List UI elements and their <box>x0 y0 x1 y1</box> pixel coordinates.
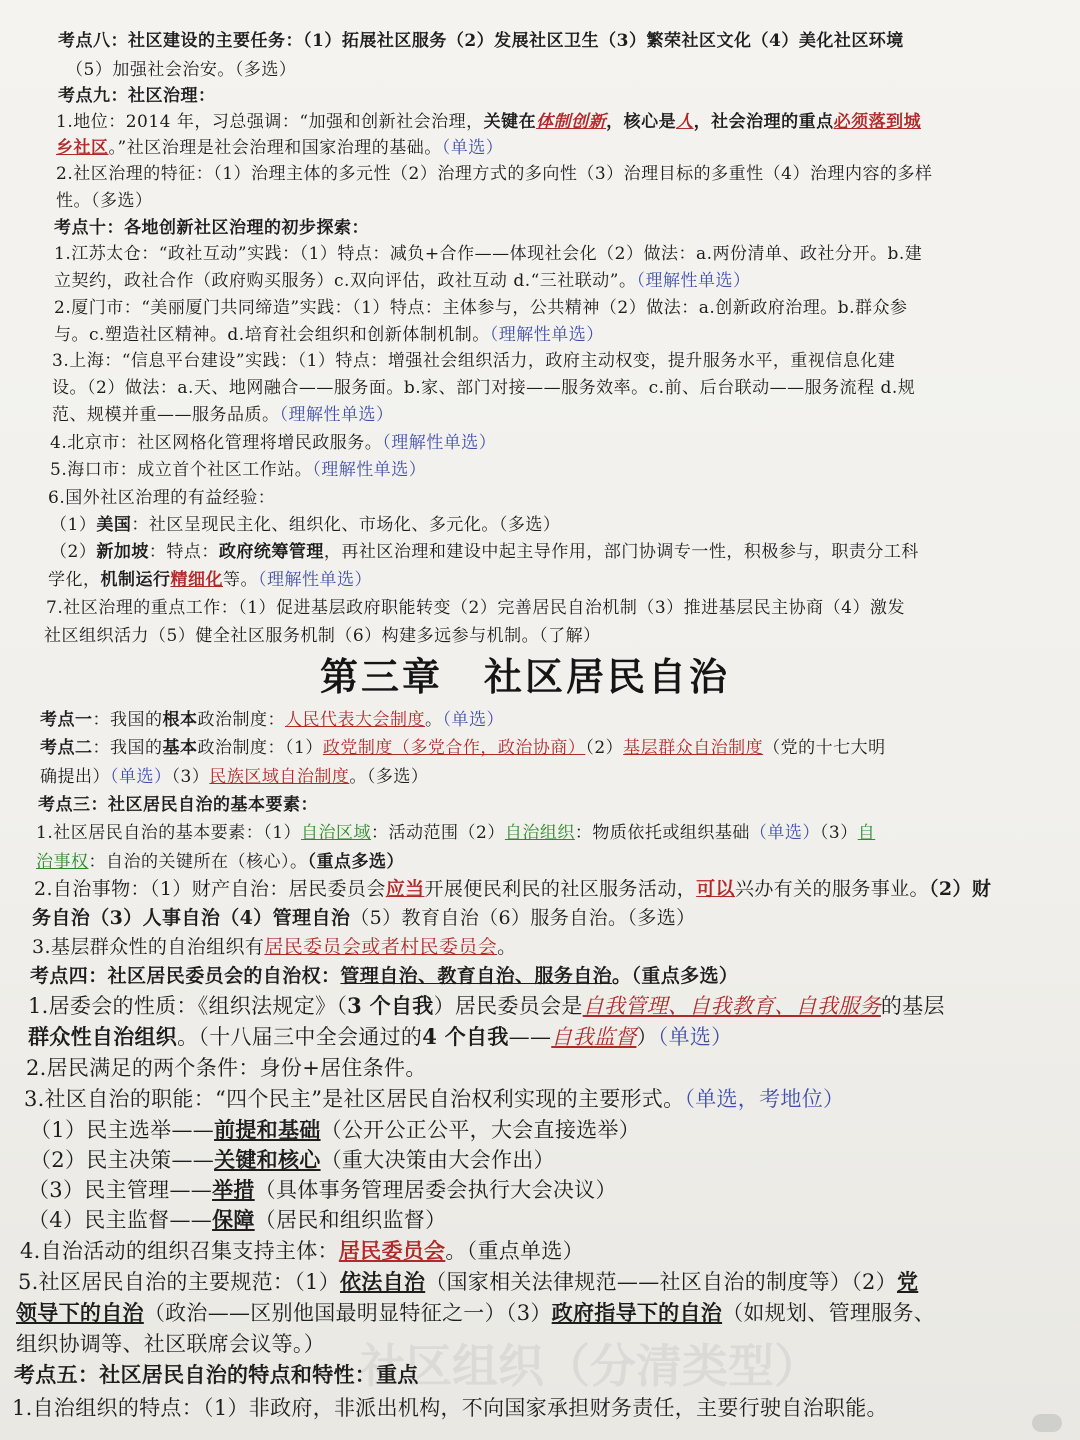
text-run: 5.海口市：成立首个社区工作站。 <box>50 460 313 480</box>
text-run: （5）教育自治（6）服务自治。（多选） <box>350 907 696 929</box>
highlight-text: 保障 <box>212 1207 255 1232</box>
watermark-badge <box>1032 1414 1062 1432</box>
text-run: 4.北京市：社区网格化管理将增民政服务。 <box>50 433 383 453</box>
highlight-text: 居民委员会 <box>338 1238 446 1263</box>
annotation-note: （单选） <box>442 710 504 730</box>
text-run: （2） <box>585 738 624 758</box>
text-run: （公开公正公平，大会直接选举） <box>320 1118 641 1142</box>
text-line <box>44 621 601 646</box>
text-line <box>12 1392 888 1422</box>
text-run: —— <box>508 1025 552 1049</box>
text-run: （党的十七大明 <box>763 738 886 758</box>
text-line <box>32 932 517 959</box>
highlight-text: 基层群众自治制度 <box>623 738 764 758</box>
text-run: 。（多选） <box>349 767 429 787</box>
text-run: （5）加强社会治安。（多选） <box>66 60 297 80</box>
annotation-note: （单选） <box>749 823 820 843</box>
annotation-note: （单选） <box>441 138 504 158</box>
text-run: 性。（多选） <box>56 191 153 211</box>
text-run: （1）民主选举—— <box>30 1118 215 1142</box>
highlight-text: 关键和核心 <box>214 1147 321 1172</box>
text-line <box>28 1174 617 1204</box>
text-run: 考点三：社区居民自治的基本要素： <box>38 795 318 815</box>
text-run: 3.基层群众性的自治组织有 <box>32 936 265 958</box>
text-run: 群众性自治组织 <box>28 1024 178 1049</box>
text-line <box>30 1144 555 1174</box>
text-run: 1.居委会的性质：《组织法规定》（ <box>28 994 348 1018</box>
text-line <box>52 373 915 398</box>
text-line <box>30 1114 640 1144</box>
text-run: 考点九：社区治理： <box>58 86 216 106</box>
text-run: ：社区呈现民主化、组织化、市场化、多元化。（多选） <box>131 515 561 535</box>
annotation-note: （理解性单选） <box>382 433 497 453</box>
text-run: 与。c.塑造社区精神。d.培育社会组织和创新体制机制。 <box>54 325 490 345</box>
text-run: 考点八：社区建设的主要任务：（1）拓展社区服务（2）发展社区卫生（3）繁荣社区文化（4）美化社区环境 <box>58 31 904 51</box>
text-run: 范、规模并重——服务品质。 <box>52 405 280 425</box>
highlight-text: 体制创新 <box>536 112 607 132</box>
text-line <box>48 565 372 590</box>
text-run: 组织协调等、社区联席会议等。） <box>16 1332 325 1356</box>
text-line <box>50 455 426 480</box>
text-run: 关键在 <box>483 112 537 132</box>
text-run: ） <box>636 1025 658 1049</box>
text-run: ，再社区治理和建设中起主导作用，部门协调专一性，积极参与，职责分工科 <box>323 542 919 562</box>
highlight-text: 精细化 <box>170 570 223 590</box>
text-run: 1.地位：2014 年，习总强调：“加强和创新社会治理， <box>56 112 484 132</box>
highlight-text: 可以 <box>696 878 735 900</box>
text-run: （3） <box>819 823 858 843</box>
text-line <box>54 293 908 318</box>
text-run: 学化， <box>48 570 101 590</box>
text-run: ，核心是 <box>606 112 677 132</box>
annotation-note: （理解性单选） <box>489 325 604 345</box>
text-run: （具体事务管理居委会执行大会决议） <box>254 1178 617 1202</box>
annotation-note: （理解性单选） <box>312 460 427 480</box>
text-run: ：自治的关键所在（核心）。 <box>88 852 308 872</box>
text-line <box>40 733 886 758</box>
highlight-text: 必须落到城 <box>833 112 922 132</box>
text-line <box>16 1328 325 1358</box>
highlight-text: 人民代表大会制度 <box>285 710 425 730</box>
text-run: （如规划、管理服务、 <box>722 1301 936 1325</box>
text-run: ：物质依托或组织基础 <box>574 823 750 843</box>
text-line <box>40 705 504 730</box>
text-run: 确提出） <box>40 767 110 787</box>
highlight-text: 自我监督 <box>551 1025 637 1049</box>
text-run: （居民和组织监督） <box>254 1208 447 1232</box>
text-run: 政府统筹管理 <box>218 542 324 562</box>
annotation-note: （理解性单选） <box>258 570 372 590</box>
text-run: 考点一 <box>40 710 93 730</box>
highlight-text: 自我管理、自我教育、自我服务 <box>582 994 881 1018</box>
text-line <box>50 537 919 562</box>
text-run: 。 <box>425 710 443 730</box>
text-run: （2） <box>50 542 97 562</box>
text-line <box>28 1204 446 1234</box>
text-run: （4）民主监督—— <box>28 1208 213 1232</box>
text-run: 6.国外社区治理的有益经验： <box>48 488 276 508</box>
text-run: （重大决策由大会作出） <box>320 1148 555 1172</box>
text-run: 4.自治活动的组织召集支持主体： <box>20 1239 339 1263</box>
text-run: ：我国的 <box>92 710 163 730</box>
text-line <box>36 847 404 872</box>
text-line <box>56 159 932 184</box>
text-run: 3.社区自治的职能：“四个民主”是社区居民自治权利实现的主要形式。 <box>24 1087 685 1111</box>
text-line <box>26 1052 427 1082</box>
highlight-text: 前提和基础 <box>214 1117 321 1142</box>
text-run: 等。 <box>223 570 258 590</box>
text-run: 考点十：各地创新社区治理的初步探索： <box>54 218 369 238</box>
highlight-text: 党 <box>896 1269 919 1294</box>
text-line <box>18 1266 918 1296</box>
text-run: （国家相关法律规范——社区自治的制度等）（2） <box>425 1270 897 1294</box>
text-run: （2）民主决策—— <box>30 1148 215 1172</box>
text-run: ：活动范围（2） <box>371 823 505 843</box>
text-run: 基本 <box>162 738 198 758</box>
text-line <box>66 55 296 80</box>
text-run: ：我国的 <box>92 738 163 758</box>
text-line <box>32 903 696 930</box>
chapter-title: 第三章 社区居民自治 <box>320 655 731 699</box>
text-line <box>56 186 153 211</box>
highlight-text: 领导下的自治 <box>16 1300 144 1325</box>
text-line <box>36 818 875 843</box>
text-line <box>50 428 496 453</box>
annotation-note: （单选） <box>657 1025 733 1049</box>
text-run: 。 <box>445 1239 467 1263</box>
highlight-text: 自治组织 <box>504 823 575 843</box>
highlight-text: 民族区域自治制度 <box>209 767 350 787</box>
text-run: ）居民委员会是 <box>433 994 583 1018</box>
text-run: 设。（2）做法：a.天、地网融合——服务面。b.家、部门对接——服务效率。c.前、后台联动——服务流程 d.规 <box>52 378 916 398</box>
annotation-note: （理解性单选） <box>279 405 394 425</box>
text-line <box>40 762 428 787</box>
text-run: 。”社区治理是社会治理和国家治理的基础。 <box>108 138 442 158</box>
text-line <box>56 107 921 132</box>
highlight-text: 自 <box>857 823 876 843</box>
text-line <box>34 874 991 901</box>
text-run: 2.居民满足的两个条件：身份+居住条件。 <box>26 1056 427 1080</box>
text-run: ，社会治理的重点 <box>693 112 834 132</box>
highlight-text: 自治区域 <box>301 823 372 843</box>
text-run: （2）财 <box>928 878 992 900</box>
text-run: （1） <box>50 515 97 535</box>
text-run: 美国 <box>96 515 132 535</box>
section-heading <box>58 81 216 106</box>
bleed-through-text: 社区组织（分清类型） <box>360 1339 820 1393</box>
text-line <box>28 990 945 1020</box>
text-run: 考点二 <box>40 738 93 758</box>
highlight-text: 依法自治 <box>340 1269 426 1294</box>
text-run: （重点单选） <box>466 1239 584 1263</box>
text-run: （重点多选） <box>307 852 404 872</box>
text-run: 务自治（3）人事自治（4）管理自治 <box>32 907 351 929</box>
text-run: 5.社区居民自治的主要规范：（1） <box>18 1270 340 1294</box>
text-run: 政治制度： <box>197 710 285 730</box>
text-run: 社区组织活力（5）健全社区服务机制（6）构建多远参与机制。（了解） <box>44 626 601 646</box>
text-run: 2.自治事物：（1）财产自治：居民委员会 <box>34 878 386 900</box>
section-heading <box>54 213 369 238</box>
annotation-note: （单选，考地位） <box>684 1087 845 1111</box>
text-line <box>52 346 895 371</box>
text-run: 考点四：社区居民委员会的自治权： <box>30 965 341 987</box>
text-run: 新加坡 <box>96 542 149 562</box>
text-line <box>46 593 905 618</box>
text-run: 立契约，政社合作（政府购买服务）c.双向评估，政社互动 d.“三社联动”。 <box>54 271 637 291</box>
text-run: （政治——区别他国最明显特征之一）（3） <box>143 1301 552 1325</box>
text-run: ：特点： <box>148 542 219 562</box>
highlight-text: 应当 <box>385 878 425 900</box>
text-line <box>20 1235 584 1265</box>
text-run: 根本 <box>162 710 198 730</box>
text-run: 3.上海：“信息平台建设”实践：（1）特点：增强社会组织活力，政府主动权变，提升服务水平，重视信息化建 <box>52 351 896 371</box>
text-run: 机制运行 <box>100 570 171 590</box>
section-heading <box>38 790 318 815</box>
highlight-text: 人 <box>676 112 694 132</box>
text-run: 考点五：社区居民自治的特点和特性：重点 <box>14 1362 419 1387</box>
text-run: 开展便民利民的社区服务活动， <box>424 878 697 900</box>
text-run: （3） <box>171 767 210 787</box>
text-line <box>54 320 604 345</box>
text-line <box>54 266 751 291</box>
text-run: （3）民主管理—— <box>28 1178 213 1202</box>
highlight-text: 乡社区 <box>56 138 109 158</box>
highlight-text: 管理自治、教育自治、服务自治 <box>340 965 613 987</box>
text-line <box>52 400 394 425</box>
text-run: 。 <box>497 936 517 958</box>
section-heading <box>30 961 738 988</box>
highlight-text: 举措 <box>212 1177 255 1202</box>
text-line <box>24 1083 844 1113</box>
text-line <box>56 133 503 158</box>
text-run: 政治制度：（1） <box>197 738 323 758</box>
text-run: 2.厦门市：“美丽厦门共同缔造”实践：（1）特点：主体参与，公共精神（2）做法：a.创新政府治理。b.群众参 <box>54 298 908 318</box>
text-run: 。（重点多选） <box>612 965 739 987</box>
text-run: 7.社区治理的重点工作：（1）促进基层政府职能转变（2）完善居民自治机制（3）推进基层民主协商（4）激发 <box>46 598 905 618</box>
text-run: 2.社区治理的特征：（1）治理主体的多元性（2）治理方式的多向性（3）治理目标的多重性（4）治理内容的多样 <box>56 164 933 184</box>
text-line <box>50 510 560 535</box>
text-run: 。（十八届三中全会通过的 <box>177 1025 423 1049</box>
highlight-text: 居民委员会或者村民委员会 <box>264 936 498 958</box>
annotation-note: （理解性单选） <box>636 271 751 291</box>
text-line <box>28 1021 732 1051</box>
text-line <box>54 239 922 264</box>
section-heading <box>14 1359 419 1389</box>
text-run: 1.江苏太仓：“政社互动”实践：（1）特点：减负+合作——体现社会化（2）做法：a.两份清单、政社分开。b.建 <box>54 244 923 264</box>
text-line <box>48 483 275 508</box>
text-line <box>16 1297 935 1327</box>
text-run: 兴办有关的服务事业。 <box>734 878 929 900</box>
text-run: 3 个自我 <box>347 993 434 1018</box>
highlight-text: 政府指导下的自治 <box>551 1300 723 1325</box>
text-line <box>58 26 904 51</box>
highlight-text: 政党制度（多党合作，政治协商） <box>322 738 586 758</box>
text-run: 1.社区居民自治的基本要素：（1） <box>36 823 302 843</box>
highlight-text: 治事权 <box>36 852 89 872</box>
text-run: 的基层 <box>880 994 945 1018</box>
annotation-note: （单选） <box>110 767 172 787</box>
text-run: 4 个自我 <box>422 1024 509 1049</box>
text-run: 1.自治组织的特点：（1）非政府，非派出机构，不向国家承担财务责任，主要行驶自治职能。 <box>12 1396 888 1420</box>
